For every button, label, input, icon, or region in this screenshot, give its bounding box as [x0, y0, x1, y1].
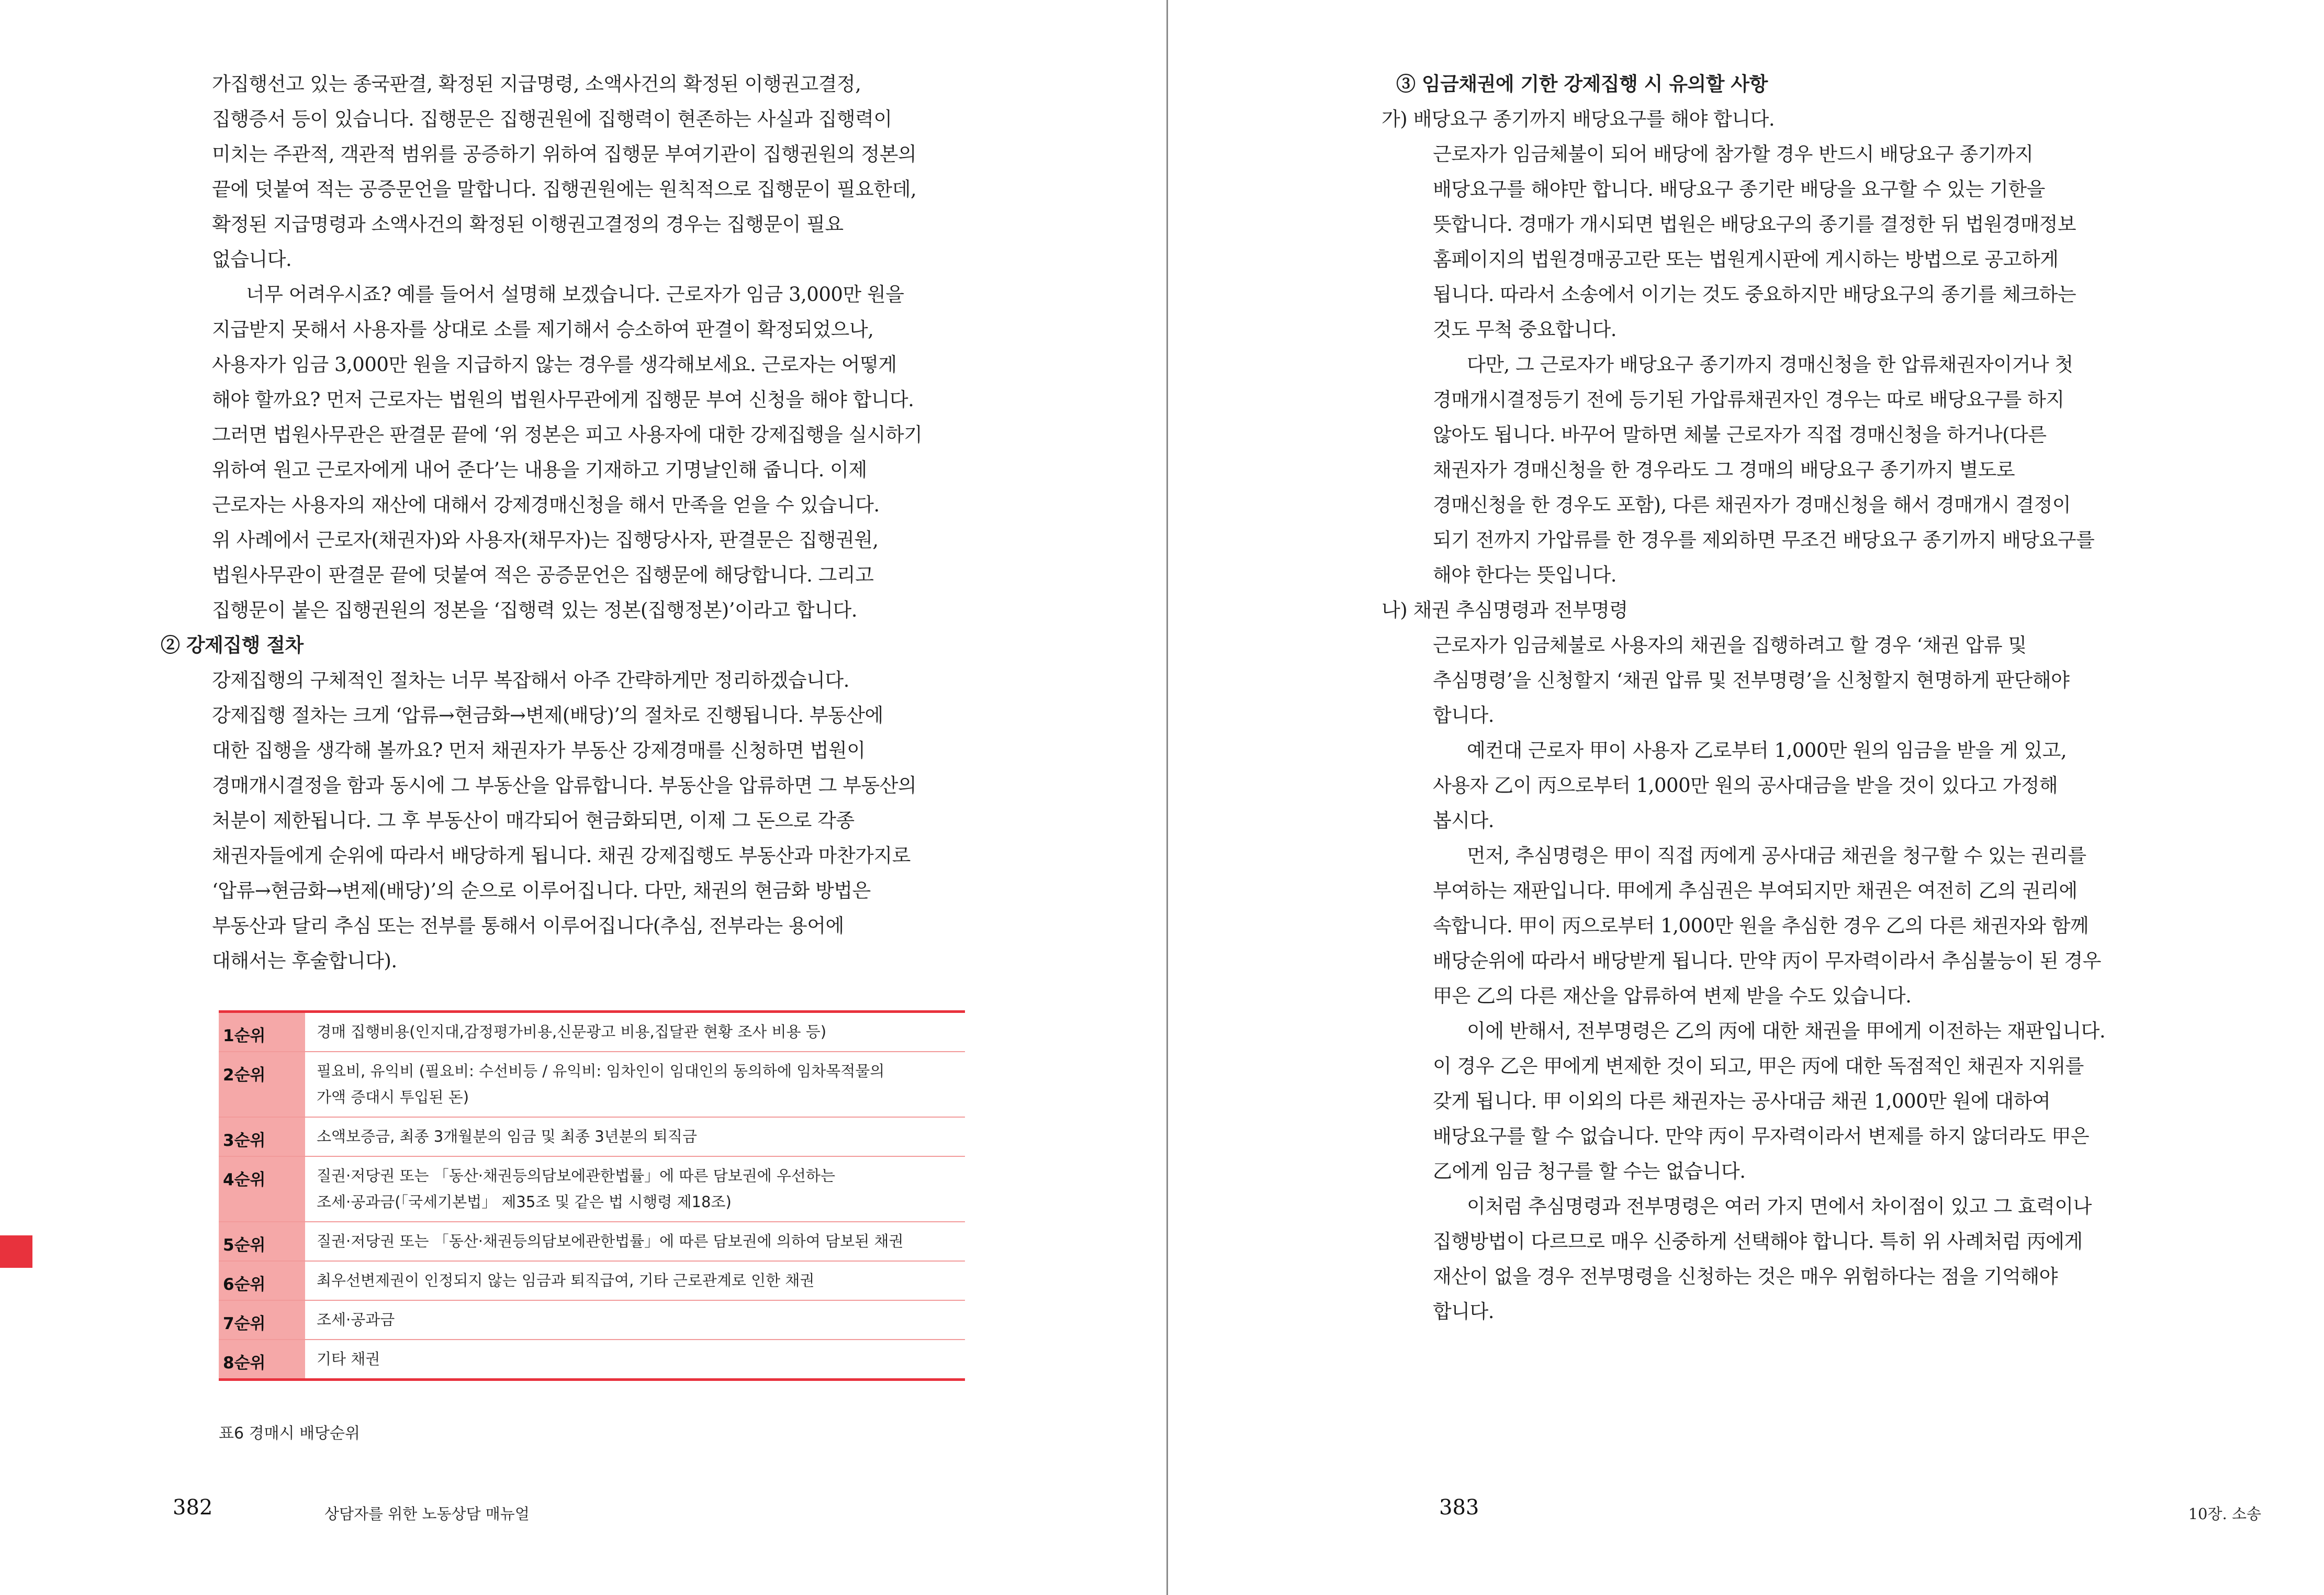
table-caption: 표6 경매시 배당순위	[219, 1424, 360, 1443]
body-text-line: 가집행선고 있는 종국판결, 확정된 지급명령, 소액사건의 확정된 이행권고결정,	[212, 73, 861, 95]
chapter-edge-tab	[0, 1235, 32, 1268]
body-text-line: 경매개시결정등기 전에 등기된 가압류채권자인 경우는 따로 배당요구를 하지	[1433, 388, 2064, 411]
body-text-line: 부여하는 재판입니다. 甲에게 추심권은 부여되지만 채권은 여전히 乙의 권리에	[1433, 879, 2078, 902]
body-text-line: 그러면 법원사무관은 판결문 끝에 ‘위 정본은 피고 사용자에 대한 강제집행을 실시하기	[212, 423, 923, 446]
body-text-line: 먼저, 추심명령은 甲이 직접 丙에게 공사대금 채권을 청구할 수 있는 권리를	[1467, 844, 2086, 867]
description-cell	[305, 1340, 965, 1380]
body-text-line: 됩니다. 따라서 소송에서 이기는 것도 중요하지만 배당요구의 종기를 체크하는	[1433, 283, 2076, 306]
description-line: 조세·공과금	[317, 1311, 395, 1329]
right-running-title: 10장. 소송	[2188, 1505, 2261, 1523]
body-text-line: 강제집행 절차는 크게 ‘압류→현금화→변제(배당)’의 절차로 진행됩니다. 부동산에	[212, 704, 883, 727]
table-row	[219, 1117, 965, 1156]
body-text-line: 해야 한다는 뜻입니다.	[1433, 564, 1616, 586]
description-line: 조세·공과금(「국세기본법」 제35조 및 같은 법 시행령 제18조)	[317, 1193, 732, 1211]
body-text-line: 대한 집행을 생각해 볼까요? 먼저 채권자가 부동산 강제경매를 신청하면 법원이	[212, 739, 866, 762]
description-line: 가액 증대시 투입된 돈)	[317, 1088, 469, 1106]
distribution-priority-table	[219, 1010, 965, 1381]
body-text-line: 사용자가 임금 3,000만 원을 지급하지 않는 경우를 생각해보세요. 근로자는 어떻게	[212, 353, 897, 376]
body-text-line: 끝에 덧붙여 적는 공증문언을 말합니다. 집행권원에는 원칙적으로 집행문이 필요한데,	[212, 178, 917, 200]
body-text-line: 집행문이 붙은 집행권원의 정본을 ‘집행력 있는 정본(집행정본)’이라고 합니다.	[212, 599, 857, 621]
body-text-line: 배당요구를 할 수 없습니다. 만약 丙이 무자력이라서 변제를 하지 않더라도 甲은	[1433, 1125, 2090, 1147]
left-page-body	[161, 66, 923, 978]
body-text-line: 위 사례에서 근로자(채권자)와 사용자(채무자)는 집행당사자, 판결문은 집행권원,	[212, 529, 879, 551]
body-text-line: 대해서는 후술합니다).	[212, 950, 397, 972]
page-gutter-divider	[1166, 0, 1168, 1595]
description-line: 소액보증금, 최종 3개월분의 임금 및 최종 3년분의 퇴직금	[317, 1128, 697, 1145]
body-text-line: 재산이 없을 경우 전부명령을 신청하는 것은 매우 위험하다는 점을 기억해야	[1433, 1265, 2058, 1288]
body-text-line: 것도 무척 중요합니다.	[1433, 318, 1616, 341]
table-row	[219, 1156, 965, 1222]
table-row	[219, 1052, 965, 1117]
description-cell	[305, 1222, 965, 1261]
body-text-line: 경매신청을 한 경우도 포함), 다른 채권자가 경매신청을 해서 경매개시 결정이	[1433, 494, 2071, 516]
body-text-line: 확정된 지급명령과 소액사건의 확정된 이행권고결정의 경우는 집행문이 필요	[212, 213, 844, 236]
left-page-number: 382	[173, 1496, 213, 1520]
body-text-line: 甲은 乙의 다른 재산을 압류하여 변제 받을 수도 있습니다.	[1433, 985, 1912, 1007]
rank-cell: 6순위	[219, 1261, 305, 1300]
body-text-line: 예컨대 근로자 甲이 사용자 乙로부터 1,000만 원의 임금을 받을 게 있고,	[1467, 739, 2067, 762]
rank-cell: 3순위	[219, 1117, 305, 1156]
body-text-line: 지급받지 못해서 사용자를 상대로 소를 제기해서 승소하여 판결이 확정되었으나,	[212, 318, 874, 341]
table-row	[219, 1261, 965, 1300]
rank-cell: 8순위	[219, 1340, 305, 1380]
description-cell	[305, 1300, 965, 1340]
body-text-line: 배당요구를 해야만 합니다. 배당요구 종기란 배당을 요구할 수 있는 기한을	[1433, 178, 2045, 200]
table-row	[219, 1300, 965, 1340]
table-row	[219, 1222, 965, 1261]
description-line: 최우선변제권이 인정되지 않는 임금과 퇴직급여, 기타 근로관계로 인한 채권	[317, 1271, 815, 1289]
body-text-line: 근로자가 임금체불로 사용자의 채권을 집행하려고 할 경우 ‘채권 압류 및	[1433, 634, 2027, 656]
description-cell	[305, 1117, 965, 1156]
body-text-line: 나) 채권 추심명령과 전부명령	[1382, 599, 1628, 621]
body-text-line: 속합니다. 甲이 丙으로부터 1,000만 원을 추심한 경우 乙의 다른 채권자와 함께	[1433, 914, 2089, 937]
right-page-number: 383	[1439, 1496, 1479, 1520]
rank-cell: 1순위	[219, 1012, 305, 1052]
left-running-title: 상담자를 위한 노동상담 매뉴얼	[324, 1505, 530, 1523]
body-text-line: 합니다.	[1433, 1300, 1494, 1323]
body-text-line: 없습니다.	[212, 248, 292, 271]
body-text-line: 홈페이지의 법원경매공고란 또는 법원게시판에 게시하는 방법으로 공고하게	[1433, 248, 2059, 271]
body-text-line: 처분이 제한됩니다. 그 후 부동산이 매각되어 현금화되면, 이제 그 돈으로 각종	[212, 809, 855, 832]
body-text-line: 근로자가 임금체불이 되어 배당에 참가할 경우 반드시 배당요구 종기까지	[1433, 143, 2034, 165]
right-page-body	[1382, 66, 2106, 1329]
section-heading: ③ 임금채권에 기한 강제집행 시 유의할 사항	[1396, 72, 1768, 95]
body-text-line: 갖게 됩니다. 甲 이외의 다른 채권자는 공사대금 채권 1,000만 원에 대하여	[1433, 1090, 2051, 1112]
body-text-line: 경매개시결정을 함과 동시에 그 부동산을 압류합니다. 부동산을 압류하면 그 부동산의	[212, 774, 917, 797]
rank-cell: 4순위	[219, 1156, 305, 1222]
body-text-line: 뜻합니다. 경매가 개시되면 법원은 배당요구의 종기를 결정한 뒤 법원경매정보	[1433, 213, 2076, 236]
body-text-line: 가) 배당요구 종기까지 배당요구를 해야 합니다.	[1382, 108, 1775, 130]
body-text-line: ‘압류→현금화→변제(배당)’의 순으로 이루어집니다. 다만, 채권의 현금화 방법은	[212, 879, 871, 902]
body-text-line: 다만, 그 근로자가 배당요구 종기까지 경매신청을 한 압류채권자이거나 첫	[1467, 353, 2073, 376]
description-cell	[305, 1261, 965, 1300]
body-text-line: 배당순위에 따라서 배당받게 됩니다. 만약 丙이 무자력이라서 추심불능이 된 경우	[1433, 950, 2101, 972]
rank-cell: 7순위	[219, 1300, 305, 1340]
description-cell	[305, 1156, 965, 1222]
body-text-line: 합니다.	[1433, 704, 1494, 727]
body-text-line: 이에 반해서, 전부명령은 乙의 丙에 대한 채권을 甲에게 이전하는 재판입니다.	[1467, 1020, 2106, 1042]
body-text-line: 부동산과 달리 추심 또는 전부를 통해서 이루어집니다(추심, 전부라는 용어에	[212, 914, 844, 937]
description-line: 기타 채권	[317, 1350, 380, 1368]
section-heading: ② 강제집행 절차	[161, 633, 304, 656]
body-text-line: 위하여 원고 근로자에게 내어 준다’는 내용을 기재하고 기명날인해 줍니다. 이제	[212, 459, 867, 481]
body-text-line: 강제집행의 구체적인 절차는 너무 복잡해서 아주 간략하게만 정리하겠습니다.	[212, 669, 849, 691]
description-cell	[305, 1052, 965, 1117]
table-row	[219, 1012, 965, 1052]
table-row	[219, 1340, 965, 1380]
description-line: 필요비, 유익비 (필요비: 수선비등 / 유익비: 임차인이 임대인의 동의하에 임차목적물의	[317, 1062, 885, 1080]
body-text-line: 채권자가 경매신청을 한 경우라도 그 경매의 배당요구 종기까지 별도로	[1433, 459, 2015, 481]
body-text-line: 집행증서 등이 있습니다. 집행문은 집행권원에 집행력이 현존하는 사실과 집행력이	[212, 108, 892, 130]
body-text-line: 해야 할까요? 먼저 근로자는 법원의 법원사무관에게 집행문 부여 신청을 해야 합니다.	[212, 388, 914, 411]
body-text-line: 미치는 주관적, 객관적 범위를 공증하기 위하여 집행문 부여기관이 집행권원의 정본의	[212, 143, 917, 165]
description-cell	[305, 1012, 965, 1052]
description-line: 경매 집행비용(인지대,감정평가비용,신문광고 비용,집달관 현황 조사 비용 등)	[317, 1023, 827, 1041]
description-line: 질권·저당권 또는 「동산·채권등의담보에관한법률」에 따른 담보권에 의하여 담보된 채권	[317, 1232, 904, 1250]
body-text-line: 근로자는 사용자의 재산에 대해서 강제경매신청을 해서 만족을 얻을 수 있습니다.	[212, 494, 880, 516]
body-text-line: 추심명령’을 신청할지 ‘채권 압류 및 전부명령’을 신청할지 현명하게 판단해야	[1433, 669, 2070, 691]
rank-cell: 2순위	[219, 1052, 305, 1117]
body-text-line: 이처럼 추심명령과 전부명령은 여러 가지 면에서 차이점이 있고 그 효력이나	[1467, 1195, 2092, 1218]
description-line: 질권·저당권 또는 「동산·채권등의담보에관한법률」에 따른 담보권에 우선하는	[317, 1167, 835, 1185]
body-text-line: 乙에게 임금 청구를 할 수는 없습니다.	[1433, 1160, 1746, 1183]
body-text-line: 너무 어려우시죠? 예를 들어서 설명해 보겠습니다. 근로자가 임금 3,000만 원을	[246, 283, 904, 306]
body-text-line: 법원사무관이 판결문 끝에 덧붙여 적은 공증문언은 집행문에 해당합니다. 그리고	[212, 564, 874, 586]
body-text-line: 집행방법이 다르므로 매우 신중하게 선택해야 합니다. 특히 위 사례처럼 丙에게	[1433, 1230, 2083, 1253]
body-text-line: 않아도 됩니다. 바꾸어 말하면 체불 근로자가 직접 경매신청을 하거나(다른	[1433, 423, 2047, 446]
body-text-line: 사용자 乙이 丙으로부터 1,000만 원의 공사대금을 받을 것이 있다고 가정해	[1433, 774, 2058, 797]
body-text-line: 이 경우 乙은 甲에게 변제한 것이 되고, 甲은 丙에 대한 독점적인 채권자 지위를	[1433, 1055, 2084, 1077]
body-text-line: 채권자들에게 순위에 따라서 배당하게 됩니다. 채권 강제집행도 부동산과 마찬가지로	[212, 844, 911, 867]
rank-cell: 5순위	[219, 1222, 305, 1261]
body-text-line: 봅시다.	[1433, 809, 1494, 832]
body-text-line: 되기 전까지 가압류를 한 경우를 제외하면 무조건 배당요구 종기까지 배당요구를	[1433, 529, 2095, 551]
